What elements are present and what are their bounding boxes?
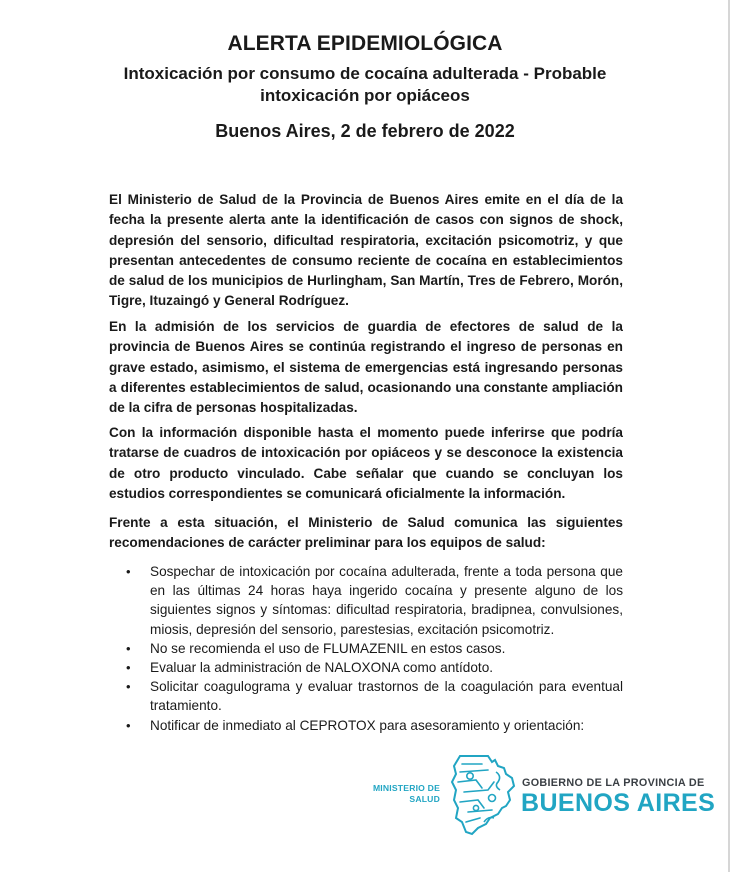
buenos-aires-wordmark: BUENOS AIRES: [521, 789, 716, 817]
recommendation-text: Notificar de inmediato al CEPROTOX para asesoramiento y orientación:: [150, 717, 585, 733]
recommendation-text: No se recomienda el uso de FLUMAZENIL en estos casos.: [150, 640, 506, 656]
bullet-icon: •: [126, 679, 131, 695]
paragraph-recommendations-intro: Frente a esta situación, el Ministerio de Salud comunica las siguientes recomendaciones de carácter preliminar para los equipos de salud:: [109, 515, 623, 551]
list-item: [109, 677, 623, 715]
alert-subtitle: Intoxicación por consumo de cocaína adulterada - Probable intoxicación por opiáceos: [123, 64, 607, 105]
recommendation-text: Solicitar coagulograma y evaluar trastornos de la coagulación para eventual tratamiento.: [150, 679, 623, 714]
paragraph-intro: El Ministerio de Salud de la Provincia de Buenos Aires emite en el día de la fecha la presente alerta ante la identificación de casos con signos de shock, depresión del sensorio, dificultad respiratoria, excitación psicomotriz, y que presentan antecedentes de consumo reciente de cocaína en establecimientos de salud de los municipios de Hurlingham, San Martín, Tres de Febrero, Morón, Tigre, Ituzaingó y General Rodríguez.: [109, 192, 623, 309]
recommendations-list: [109, 562, 623, 735]
paragraph-information: Con la información disponible hasta el momento puede inferirse que podría tratarse de cuadros de intoxicación por opiáceos y se desconoce la existencia de otro producto vinculado. Cabe señalar que cuando se concluyan los estudios correspondientes se comunicará oficialmente la información.: [109, 425, 623, 501]
recommendation-text: Sospechar de intoxicación por cocaína adulterada, frente a toda persona que en las últimas 24 horas haya ingerido cocaína y presente alguno de los siguientes signos y síntomas: dificultad respiratoria, bradipnea, convulsiones, miosis, depresión del sensorio, parestesias, excitación psicomotriz.: [150, 564, 623, 637]
gobierno-label: GOBIERNO DE LA PROVINCIA DE: [522, 777, 705, 789]
alert-title: ALERTA EPIDEMIOLÓGICA: [227, 32, 503, 55]
ministerio-line2: SALUD: [409, 793, 440, 804]
list-item: [109, 658, 623, 677]
recommendation-text: Evaluar la administración de NALOXONA como antídoto.: [150, 660, 494, 676]
list-item: [109, 562, 623, 639]
bullet-icon: •: [126, 717, 131, 733]
alert-dateline: Buenos Aires, 2 de febrero de 2022: [215, 121, 515, 141]
ministerio-line1: MINISTERIO DE: [372, 783, 440, 793]
paragraph-admissions: En la admisión de los servicios de guardia de efectores de salud de la provincia de Buenos Aires se continúa registrando el ingreso de personas en grave estado, asimismo, el sistema de emergencias está ingresando personas a diferentes establecimientos de salud, ocasionando una constante ampliación de la cifra de personas hospitalizadas.: [109, 319, 623, 416]
list-item: [109, 639, 623, 658]
bullet-icon: •: [126, 564, 131, 579]
footer-logos: [0, 750, 730, 840]
bullet-icon: •: [126, 640, 131, 656]
ministerio-salud-logo: [352, 783, 440, 804]
bullet-icon: •: [126, 660, 131, 676]
province-map-icon: [448, 752, 518, 836]
list-item: [109, 716, 623, 735]
